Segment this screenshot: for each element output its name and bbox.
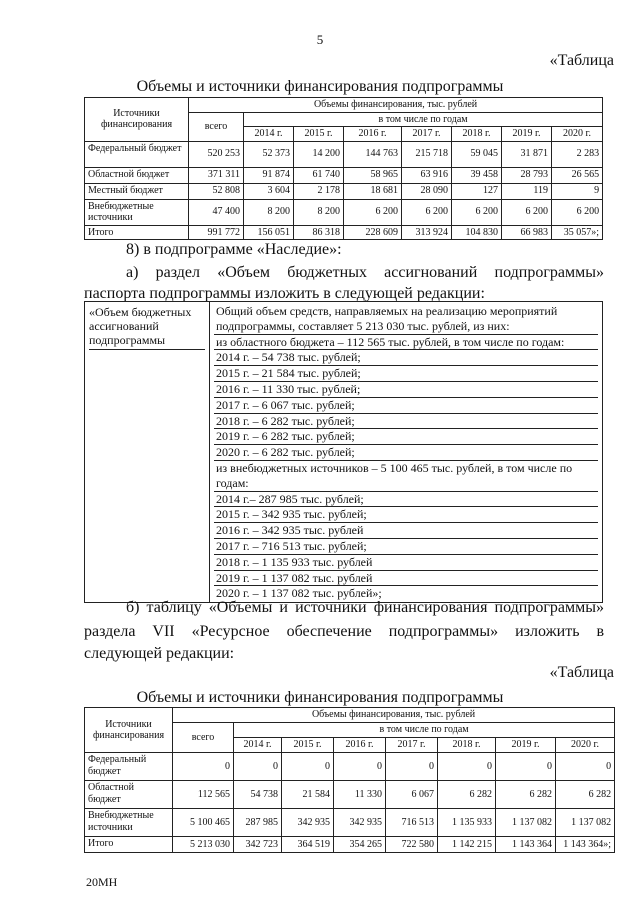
cell: 52 373: [244, 141, 294, 167]
table1-header-source: Источники финансирования: [85, 98, 189, 142]
cell: 18 681: [344, 183, 402, 199]
row-label: Внебюджетные источники: [85, 809, 173, 837]
passport-line: 2014 г.– 287 985 тыс. рублей;: [214, 492, 598, 508]
row-label: Внебюджетные источники: [85, 199, 189, 225]
passport-line: 2016 г. – 342 935 тыс. рублей: [214, 523, 598, 539]
row-total: 5 213 030: [173, 837, 234, 853]
cell: 342 935: [334, 809, 386, 837]
cell: 1 143 364: [496, 837, 556, 853]
cell: 6 067: [386, 781, 438, 809]
passport-line: 2018 г. – 6 282 тыс. рублей;: [214, 414, 598, 430]
year-header: 2018 г.: [452, 127, 502, 142]
table-row: [85, 141, 603, 167]
cell: 6 282: [556, 781, 615, 809]
cell: 287 985: [234, 809, 282, 837]
cell: 354 265: [334, 837, 386, 853]
cell: 8 200: [294, 199, 344, 225]
cell: 66 983: [502, 225, 552, 240]
table2: [84, 707, 615, 853]
table-row: [85, 167, 603, 183]
cell: 28 793: [502, 167, 552, 183]
cell: 6 200: [344, 199, 402, 225]
row-total: 112 565: [173, 781, 234, 809]
year-header: 2017 г.: [402, 127, 452, 142]
cell: 144 763: [344, 141, 402, 167]
passport-right-cell: [210, 302, 602, 603]
row-total: 371 311: [189, 167, 244, 183]
cell: 86 318: [294, 225, 344, 240]
item-b-line2: раздела VII «Ресурсное обеспечение подпрограммы» изложить в: [84, 623, 604, 640]
cell: 1 137 082: [556, 809, 615, 837]
item-b-line1: б) таблицу «Объемы и источники финансирования подпрограммы»: [126, 599, 604, 616]
cell: 6 200: [402, 199, 452, 225]
table2-header-total: всего: [173, 723, 234, 753]
table-row: [85, 753, 615, 781]
table1: [84, 97, 603, 240]
cell: 104 830: [452, 225, 502, 240]
passport-line: 2016 г. – 11 330 тыс. рублей;: [214, 382, 598, 398]
cell: 0: [438, 753, 496, 781]
cell: 14 200: [294, 141, 344, 167]
cell: 0: [282, 753, 334, 781]
table1-title: Объемы и источники финансирования подпрограммы: [136, 78, 504, 95]
year-header: 2019 г.: [496, 738, 556, 753]
cell: 6 200: [502, 199, 552, 225]
year-header: 2020 г.: [552, 127, 603, 142]
cell: 58 965: [344, 167, 402, 183]
cell: 6 282: [496, 781, 556, 809]
passport-line: 2020 г. – 1 137 082 тыс. рублей»;: [216, 586, 382, 601]
passport-line: 2017 г. – 6 067 тыс. рублей;: [214, 398, 598, 414]
row-total: 47 400: [189, 199, 244, 225]
cell: 1 142 215: [438, 837, 496, 853]
item-b-line3: следующей редакции:: [84, 645, 235, 662]
row-label: Областной бюджет: [85, 781, 173, 809]
cell: 35 057»;: [552, 225, 603, 240]
year-header: 2017 г.: [386, 738, 438, 753]
row-total: 0: [173, 753, 234, 781]
cell: 28 090: [402, 183, 452, 199]
passport-line: 2018 г. – 1 135 933 тыс. рублей: [214, 555, 598, 571]
passport-table: [84, 301, 603, 603]
row-label: Итого: [85, 837, 173, 853]
row-label: Итого: [85, 225, 189, 240]
row-total: 5 100 465: [173, 809, 234, 837]
cell: 228 609: [344, 225, 402, 240]
passport-line: 2015 г. – 342 935 тыс. рублей;: [214, 507, 598, 523]
cell: 63 916: [402, 167, 452, 183]
table1-header-volume: Объемы финансирования, тыс. рублей: [189, 98, 603, 113]
cell: 59 045: [452, 141, 502, 167]
cell: 0: [556, 753, 615, 781]
cell: 1 143 364»;: [556, 837, 615, 853]
cell: 722 580: [386, 837, 438, 853]
row-total: 52 808: [189, 183, 244, 199]
cell: 21 584: [282, 781, 334, 809]
table1-caption: «Таблица: [549, 52, 614, 69]
passport-line: Общий объем средств, направляемых на реализацию мероприятий подпрограммы, составляет 5 213 030 тыс. рублей, из них:: [214, 304, 598, 335]
table2-header-source: Источники финансирования: [85, 708, 173, 753]
year-header: 2014 г.: [244, 127, 294, 142]
cell: 364 519: [282, 837, 334, 853]
row-label: Федеральный бюджет: [85, 141, 189, 167]
year-header: 2016 г.: [334, 738, 386, 753]
cell: 6 200: [552, 199, 603, 225]
passport-line: 2019 г. – 1 137 082 тыс. рублей: [214, 571, 598, 587]
cell: 54 738: [234, 781, 282, 809]
passport-line: 2014 г. – 54 738 тыс. рублей;: [214, 350, 598, 366]
year-header: 2014 г.: [234, 738, 282, 753]
table2-caption: «Таблица: [549, 664, 614, 681]
cell: 3 604: [244, 183, 294, 199]
item-a-line2: паспорта подпрограммы изложить в следующей редакции:: [84, 285, 485, 302]
cell: 313 924: [402, 225, 452, 240]
cell: 6 200: [452, 199, 502, 225]
cell: 8 200: [244, 199, 294, 225]
table-row: [85, 781, 615, 809]
cell: 39 458: [452, 167, 502, 183]
cell: 716 513: [386, 809, 438, 837]
table1-header-by-years: в том числе по годам: [244, 112, 603, 127]
cell: 31 871: [502, 141, 552, 167]
table2-header-by-years: в том числе по годам: [234, 723, 615, 738]
cell: 2 283: [552, 141, 603, 167]
item-a-line1: а) раздел «Объем бюджетных ассигнований подпрограммы»: [126, 264, 604, 281]
cell: 156 051: [244, 225, 294, 240]
cell: 1 135 933: [438, 809, 496, 837]
cell: 0: [496, 753, 556, 781]
table-row: [85, 809, 615, 837]
cell: 91 874: [244, 167, 294, 183]
cell: 127: [452, 183, 502, 199]
cell: 0: [234, 753, 282, 781]
cell: 6 282: [438, 781, 496, 809]
cell: 61 740: [294, 167, 344, 183]
row-label: Федеральный бюджет: [85, 753, 173, 781]
year-header: 2015 г.: [282, 738, 334, 753]
cell: 342 723: [234, 837, 282, 853]
passport-line: 2017 г. – 716 513 тыс. рублей;: [214, 539, 598, 555]
page-number: 5: [316, 32, 324, 47]
table-row-total: [85, 837, 615, 853]
cell: 119: [502, 183, 552, 199]
table-row-total: [85, 225, 603, 240]
year-header: 2019 г.: [502, 127, 552, 142]
row-label: Областной бюджет: [85, 167, 189, 183]
cell: 342 935: [282, 809, 334, 837]
passport-line: 2020 г. – 6 282 тыс. рублей;: [214, 445, 598, 461]
passport-line: из внебюджетных источников – 5 100 465 тыс. рублей, в том числе по годам:: [214, 461, 598, 492]
cell: 26 565: [552, 167, 603, 183]
passport-left-label: «Объем бюджетных ассигнований подпрограммы: [89, 305, 205, 350]
passport-line: из областного бюджета – 112 565 тыс. рублей, в том числе по годам:: [214, 335, 598, 351]
year-header: 2015 г.: [294, 127, 344, 142]
table-row: [85, 183, 603, 199]
passport-line: 2015 г. – 21 584 тыс. рублей;: [214, 366, 598, 382]
year-header: 2018 г.: [438, 738, 496, 753]
cell: 1 137 082: [496, 809, 556, 837]
passport-line: 2019 г. – 6 282 тыс. рублей;: [214, 429, 598, 445]
cell: 2 178: [294, 183, 344, 199]
row-total: 520 253: [189, 141, 244, 167]
passport-left-cell: [85, 302, 210, 602]
footer-code: 20МН: [86, 875, 118, 889]
table2-header-volume: Объемы финансирования, тыс. рублей: [173, 708, 615, 723]
table2-title: Объемы и источники финансирования подпрограммы: [136, 689, 504, 706]
year-header: 2016 г.: [344, 127, 402, 142]
row-label: Местный бюджет: [85, 183, 189, 199]
cell: 215 718: [402, 141, 452, 167]
table-row: [85, 199, 603, 225]
row-total: 991 772: [189, 225, 244, 240]
table1-header-total: всего: [189, 112, 244, 141]
section8-heading: 8) в подпрограмме «Наследие»:: [126, 241, 342, 258]
cell: 9: [552, 183, 603, 199]
cell: 11 330: [334, 781, 386, 809]
cell: 0: [386, 753, 438, 781]
year-header: 2020 г.: [556, 738, 615, 753]
cell: 0: [334, 753, 386, 781]
